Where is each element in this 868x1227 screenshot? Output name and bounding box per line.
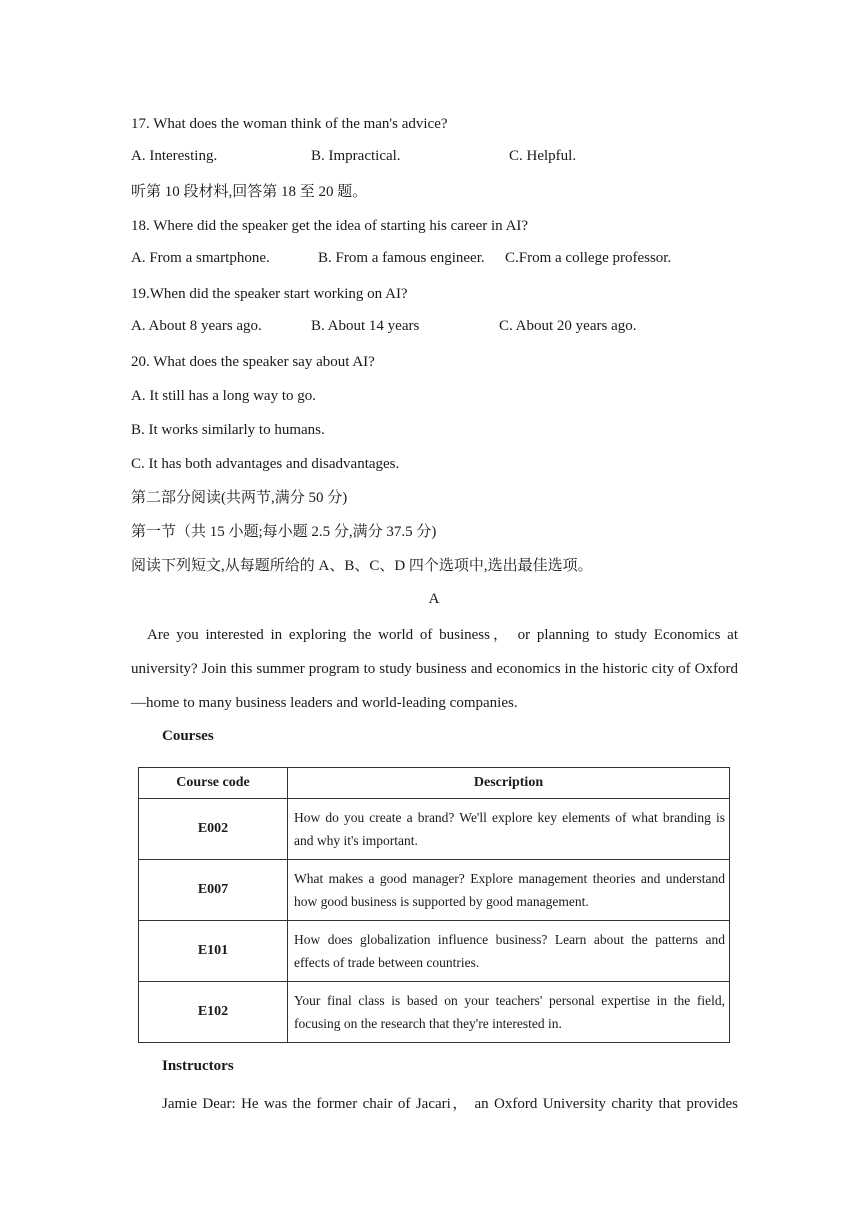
reading-instruction: 阅读下列短文,从每题所给的 A、B、C、D 四个选项中,选出最佳选项。 bbox=[131, 558, 593, 574]
course-code: E002 bbox=[139, 799, 288, 860]
question-19: 19.When did the speaker start working on AI? bbox=[131, 286, 408, 302]
course-description: Your final class is based on your teachers' personal expertise in the field, focusing on the research that they're interested in. bbox=[288, 982, 730, 1043]
table-row bbox=[139, 799, 730, 860]
instructor-jamie-dear: Jamie Dear: He was the former chair of Jacari， an Oxford University charity that provides bbox=[162, 1096, 738, 1112]
intro-paragraph bbox=[131, 618, 738, 720]
part-2-title: 第二部分阅读(共两节,满分 50 分) bbox=[131, 490, 348, 506]
table-row bbox=[139, 860, 730, 921]
question-18: 18. Where did the speaker get the idea of starting his career in AI? bbox=[131, 218, 529, 234]
intro-paragraph-text: Are you interested in exploring the world of business， or planning to study Economics at university? Join this summer program to study business and economics in the historic city of Oxford—home to many business leaders and world-leading companies. bbox=[131, 627, 738, 711]
q17-option-a: A. Interesting. bbox=[131, 148, 218, 164]
table-header-row bbox=[139, 768, 730, 799]
table-row bbox=[139, 982, 730, 1043]
question-20: 20. What does the speaker say about AI? bbox=[131, 354, 375, 370]
section-1-title: 第一节（共 15 小题;每小题 2.5 分,满分 37.5 分) bbox=[131, 524, 437, 540]
passage-label: A bbox=[428, 591, 440, 607]
instructors-heading: Instructors bbox=[162, 1058, 234, 1074]
courses-heading: Courses bbox=[162, 728, 214, 744]
q20-option-b: B. It works similarly to humans. bbox=[131, 422, 325, 438]
q17-option-c: C. Helpful. bbox=[509, 148, 577, 164]
q18-option-a: A. From a smartphone. bbox=[131, 250, 270, 266]
q19-option-a: A. About 8 years ago. bbox=[131, 318, 262, 334]
header-course-code: Course code bbox=[139, 768, 288, 799]
q20-option-c: C. It has both advantages and disadvantages. bbox=[131, 456, 400, 472]
courses-table bbox=[138, 767, 730, 1043]
course-code: E007 bbox=[139, 860, 288, 921]
course-code: E102 bbox=[139, 982, 288, 1043]
course-description: How do you create a brand? We'll explore key elements of what branding is and why it's important. bbox=[288, 799, 730, 860]
q18-option-b: B. From a famous engineer. bbox=[318, 250, 485, 266]
table-row bbox=[139, 921, 730, 982]
course-description: What makes a good manager? Explore management theories and understand how good business is supported by good management. bbox=[288, 860, 730, 921]
section-10-instruction: 听第 10 段材料,回答第 18 至 20 题。 bbox=[131, 184, 368, 200]
course-code: E101 bbox=[139, 921, 288, 982]
question-17: 17. What does the woman think of the man's advice? bbox=[131, 116, 448, 132]
q19-option-b: B. About 14 years bbox=[311, 318, 420, 334]
header-description: Description bbox=[288, 768, 730, 799]
q18-option-c: C.From a college professor. bbox=[505, 250, 672, 266]
q19-option-c: C. About 20 years ago. bbox=[499, 318, 637, 334]
q20-option-a: A. It still has a long way to go. bbox=[131, 388, 316, 404]
q17-option-b: B. Impractical. bbox=[311, 148, 401, 164]
course-description: How does globalization influence business? Learn about the patterns and effects of trade between countries. bbox=[288, 921, 730, 982]
